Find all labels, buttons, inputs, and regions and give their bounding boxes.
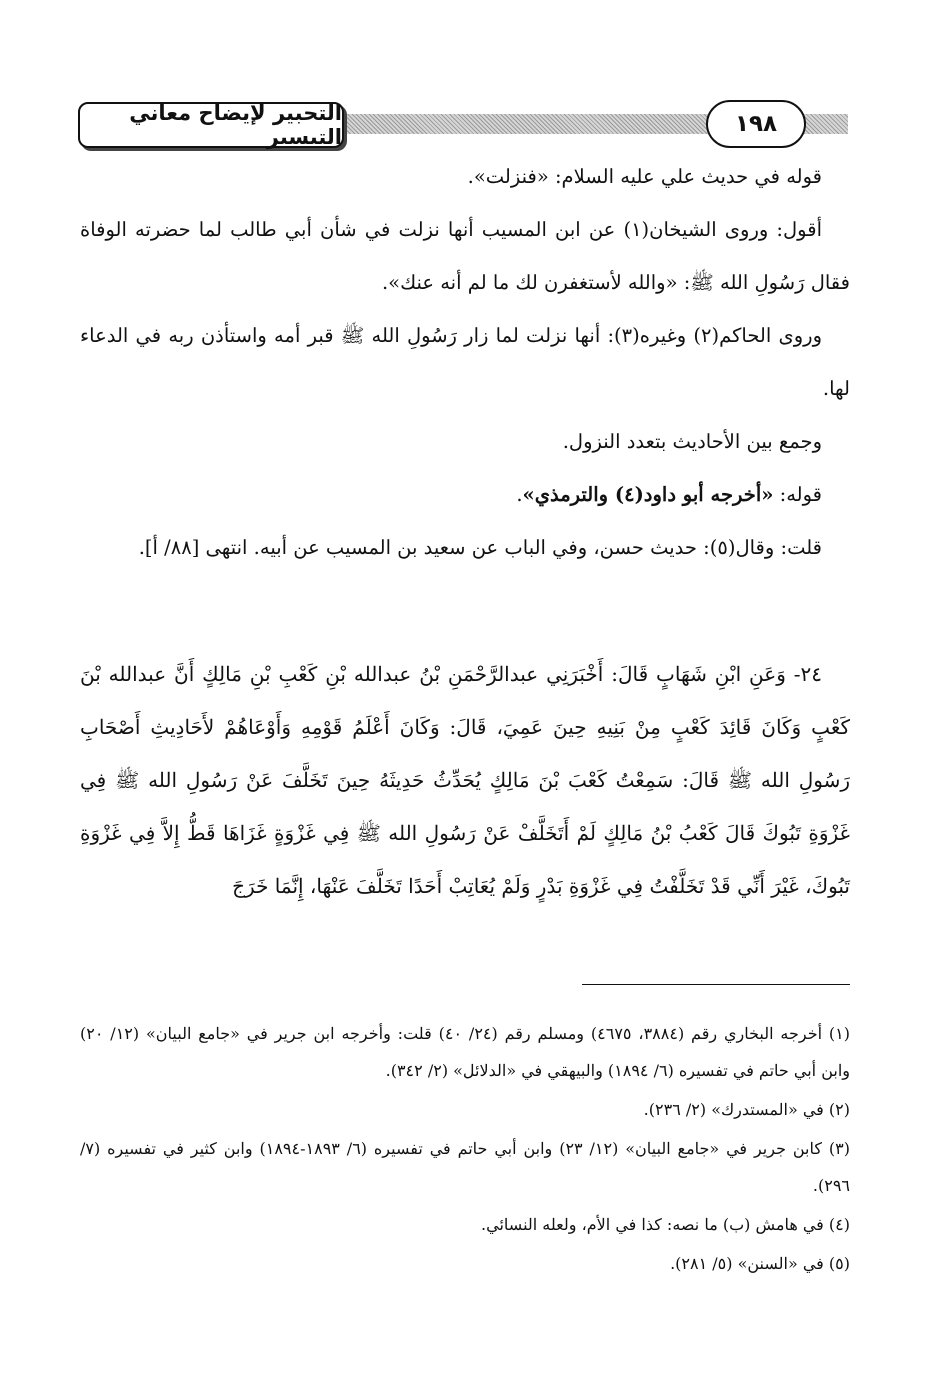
footnote: (٢) في «المستدرك» (٢/ ٢٣٦).	[643, 1100, 850, 1119]
hadith-text: ٢٤- وَعَنِ ابْنِ شَهَابٍ قَالَ: أَخْبَرَنِي عبدالرَّحْمَنِ بْنُ عبدالله بْنِ كَعْبِ بْنِ مَالِكٍ أَنَّ عبدالله بْنَ كَعْبٍ وَكَانَ قَائِدَ كَعْبٍ مِنْ بَنِيهِ حِينَ عَمِيَ، قَالَ: وَكَانَ أَعْلَمُ قَوْمِهِ وَأَوْعَاهُمْ لأَحَادِيثِ أَصْحَابِ رَسُولِ الله ﷺ قَالَ: سَمِعْتُ كَعْبَ بْنَ مَالِكٍ يُحَدِّثُ حَدِيثَهُ حِينَ تَخَلَّفَ عَنْ رَسُولِ الله ﷺ فِي غَزْوَةِ تَبُوكَ قَالَ كَعْبُ بْنُ مَالِكٍ لَمْ أَتَخَلَّفْ عَنْ رَسُولِ الله ﷺ فِي غَزْوَةٍ غَزَاهَا قَطُّ إِلاَّ فِي غَزْوَةِ تَبُوكَ، غَيْرَ أَنِّي قَدْ تَخَلَّفْتُ فِي غَزْوَةِ بَدْرٍ وَلَمْ يُعَاتِبْ أَحَدًا تَخَلَّفَ عَنْهَا، إِنَّمَا خَرَجَ	[80, 662, 850, 898]
footnotes	[80, 1015, 850, 1284]
paragraph-suffix: .	[516, 483, 523, 506]
page-number-badge	[706, 100, 806, 148]
header-ornament	[333, 114, 728, 134]
page-number: ١٩٨	[734, 111, 778, 137]
book-title: التحبير لإيضاح معاني التيسير	[129, 101, 342, 149]
footnote-divider	[582, 984, 850, 985]
page-header	[78, 100, 848, 150]
hadith-block	[80, 648, 850, 913]
quoted-reference: «أخرجه أبو داود(٤) والترمذي»	[522, 483, 774, 506]
paragraph: وروى الحاكم(٢) وغيره(٣): أنها نزلت لما زار رَسُولِ الله ﷺ قبر أمه واستأذن ربه في الدعاء لها.	[80, 324, 850, 400]
paragraph: قلت: وقال(٥): حديث حسن، وفي الباب عن سعيد بن المسيب عن أبيه. انتهى [٨٨/ أ].	[138, 536, 822, 559]
main-text	[80, 150, 850, 574]
footnote: (٥) في «السنن» (٥/ ٢٨١).	[670, 1254, 850, 1273]
paragraph-prefix: قوله:	[773, 483, 822, 506]
footnote: (٣) كابن جرير في «جامع البيان» (١٢/ ٢٣) وابن أبي حاتم في تفسيره (٦/ ١٨٩٣-١٨٩٤) وابن كثير في تفسيره (٧/ ٢٩٦).	[80, 1139, 850, 1195]
footnote: (١) أخرجه البخاري رقم (٣٨٨٤، ٤٦٧٥) ومسلم رقم (٢٤/ ٤٠) قلت: وأخرجه ابن جرير في «جامع البيان» (١٢/ ٢٠) وابن أبي حاتم في تفسيره (٦/ ١٨٩٤) والبيهقي في «الدلائل» (٢/ ٣٤٢).	[80, 1024, 851, 1080]
paragraph: وجمع بين الأحاديث بتعدد النزول.	[562, 430, 822, 453]
book-title-box	[78, 102, 344, 148]
footnote: (٤) في هامش (ب) ما نصه: كذا في الأم، ولعله النسائي.	[481, 1215, 850, 1234]
paragraph: أقول: وروى الشيخان(١) عن ابن المسيب أنها نزلت في شأن أبي طالب لما حضرته الوفاة فقال رَسُولِ الله ﷺ: «والله لأستغفرن لك ما لم أنه عنك».	[80, 218, 850, 294]
paragraph: قوله في حديث علي عليه السلام: «فنزلت».	[467, 165, 822, 188]
paragraph	[80, 468, 850, 521]
